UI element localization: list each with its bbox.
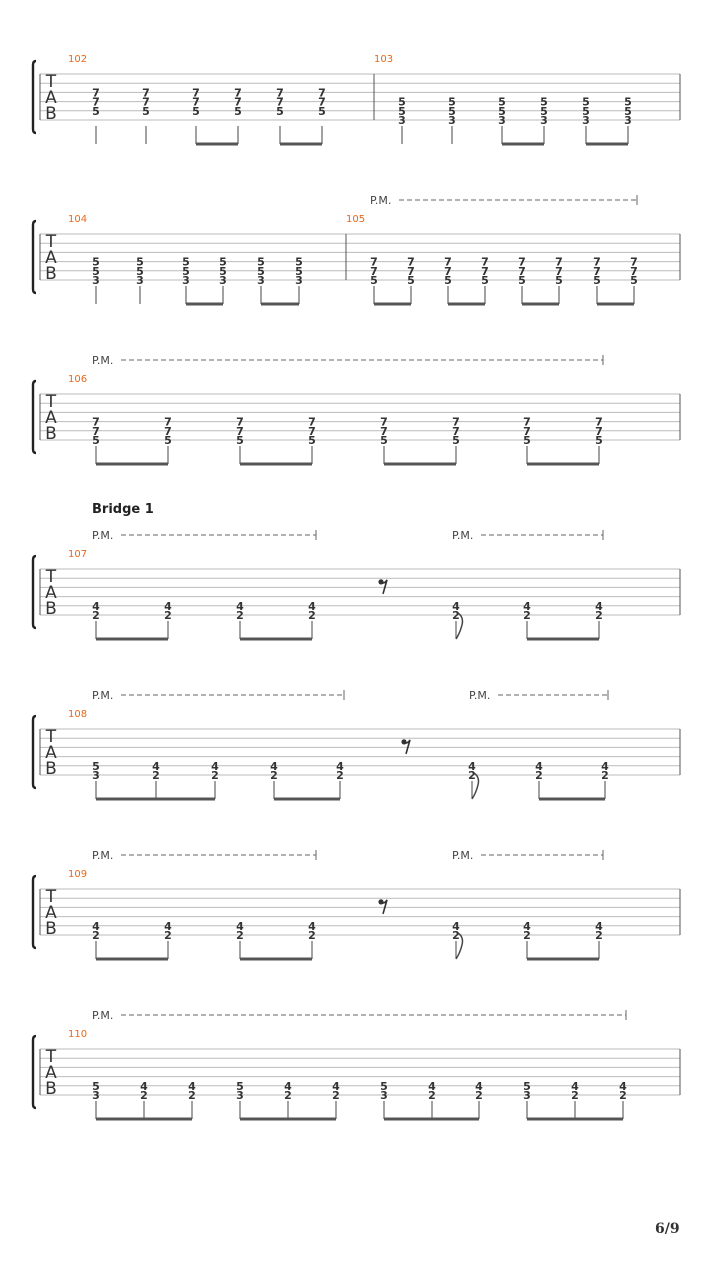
note-beam (274, 798, 340, 801)
palm-mute-label: P.M. (92, 1009, 114, 1022)
fret-number: 4 (332, 1079, 340, 1093)
palm-mute-label: P.M. (92, 689, 114, 702)
fret-number: 4 (571, 1079, 579, 1093)
note-beam (96, 638, 168, 641)
note-beam (384, 463, 456, 466)
fret-number: 5 (582, 95, 590, 109)
fret-number: 7 (142, 86, 150, 100)
fret-number: 5 (370, 274, 378, 287)
fret-number: 4 (308, 919, 316, 933)
measure-number: 105 (346, 214, 366, 225)
fret-number: 5 (481, 274, 489, 287)
fret-number: 7 (92, 86, 100, 100)
fret-number: 3 (219, 274, 227, 287)
note-beam (96, 1118, 192, 1121)
fret-number: 3 (398, 114, 406, 127)
note-beam (527, 1118, 623, 1121)
fret-number: 2 (428, 1089, 436, 1102)
fret-number: 4 (284, 1079, 292, 1093)
fret-number: 4 (595, 599, 603, 613)
fret-number: 4 (152, 759, 160, 773)
fret-number: 5 (380, 434, 388, 447)
fret-number: 5 (624, 104, 632, 118)
fret-number: 5 (498, 95, 506, 109)
fret-number: 4 (164, 919, 172, 933)
fret-number: 7 (308, 415, 316, 429)
fret-number: 5 (380, 1079, 388, 1093)
fret-number: 5 (92, 759, 100, 773)
fret-number: 2 (236, 929, 244, 942)
fret-number: 5 (164, 434, 172, 447)
fret-number: 5 (257, 264, 265, 278)
fret-number: 5 (498, 104, 506, 118)
note-beam (522, 303, 559, 306)
fret-number: 7 (92, 424, 100, 438)
fret-number: 5 (136, 264, 144, 278)
measure-number: 107 (68, 549, 88, 560)
fret-number: 5 (182, 255, 190, 269)
fret-number: 7 (276, 95, 284, 109)
fret-number: 3 (380, 1089, 388, 1102)
fret-number: 7 (407, 264, 415, 278)
measure-number: 106 (68, 374, 88, 385)
system-bracket (33, 1036, 36, 1108)
fret-number: 5 (219, 264, 227, 278)
note-beam (597, 303, 634, 306)
fret-number: 4 (601, 759, 609, 773)
note-beam (374, 303, 411, 306)
measure-number: 108 (68, 709, 88, 720)
fret-number: 2 (468, 769, 476, 782)
fret-number: 2 (92, 929, 100, 942)
note-beam (527, 463, 599, 466)
fret-number: 7 (192, 86, 200, 100)
fret-number: 5 (582, 104, 590, 118)
fret-number: 7 (452, 424, 460, 438)
note-beam (539, 798, 605, 801)
fret-number: 3 (136, 274, 144, 287)
fret-number: 7 (308, 424, 316, 438)
fret-number: 4 (270, 759, 278, 773)
fret-number: 5 (523, 434, 531, 447)
palm-mute-label: P.M. (370, 194, 392, 207)
fret-number: 5 (192, 104, 200, 118)
fret-number: 5 (236, 1079, 244, 1093)
fret-number: 4 (92, 599, 100, 613)
fret-number: 5 (219, 255, 227, 269)
fret-number: 3 (448, 114, 456, 127)
fret-number: 7 (593, 255, 601, 269)
fret-number: 3 (523, 1089, 531, 1102)
fret-number: 5 (407, 274, 415, 287)
fret-number: 2 (308, 609, 316, 622)
fret-number: 7 (595, 424, 603, 438)
fret-number: 7 (444, 264, 452, 278)
fret-number: 3 (540, 114, 548, 127)
fret-number: 5 (92, 1079, 100, 1093)
fret-number: 5 (555, 274, 563, 287)
tab-clef-letter: T (45, 1047, 57, 1067)
note-beam (240, 958, 312, 961)
fret-number: 7 (370, 264, 378, 278)
fret-number: 2 (452, 609, 460, 622)
fret-number: 3 (92, 769, 100, 782)
fret-number: 3 (257, 274, 265, 287)
measure-number: 103 (374, 54, 394, 65)
tab-clef-letter: A (45, 248, 57, 268)
tab-clef-letter: B (45, 424, 57, 444)
fret-number: 4 (188, 1079, 196, 1093)
fret-number: 5 (448, 104, 456, 118)
tab-clef-letter: A (45, 408, 57, 428)
measure-number: 110 (68, 1029, 88, 1040)
fret-number: 2 (619, 1089, 627, 1102)
fret-number: 5 (136, 255, 144, 269)
tab-clef-letter: T (45, 727, 57, 747)
fret-number: 5 (276, 104, 284, 118)
note-beam (240, 638, 312, 641)
fret-number: 3 (92, 274, 100, 287)
fret-number: 7 (380, 415, 388, 429)
fret-number: 7 (276, 86, 284, 100)
fret-number: 5 (142, 104, 150, 118)
fret-number: 4 (236, 919, 244, 933)
fret-number: 5 (540, 104, 548, 118)
note-beam (240, 463, 312, 466)
fret-number: 4 (164, 599, 172, 613)
fret-number: 5 (398, 104, 406, 118)
fret-number: 5 (92, 255, 100, 269)
note-beam (96, 958, 168, 961)
fret-number: 2 (270, 769, 278, 782)
fret-number: 4 (475, 1079, 483, 1093)
note-beam (240, 1118, 336, 1121)
fret-number: 2 (236, 609, 244, 622)
fret-number: 5 (295, 264, 303, 278)
fret-number: 3 (624, 114, 632, 127)
fret-number: 3 (92, 1089, 100, 1102)
fret-number: 7 (452, 415, 460, 429)
fret-number: 5 (308, 434, 316, 447)
fret-number: 7 (234, 95, 242, 109)
system-bracket (33, 221, 36, 293)
fret-number: 7 (518, 264, 526, 278)
fret-number: 5 (444, 274, 452, 287)
fret-number: 2 (332, 1089, 340, 1102)
fret-number: 2 (571, 1089, 579, 1102)
tab-clef-letter: B (45, 264, 57, 284)
fret-number: 5 (234, 104, 242, 118)
fret-number: 7 (523, 424, 531, 438)
note-beam (527, 958, 599, 961)
fret-number: 3 (295, 274, 303, 287)
fret-number: 4 (523, 599, 531, 613)
note-beam (586, 143, 628, 146)
fret-number: 2 (595, 609, 603, 622)
fret-number: 5 (92, 264, 100, 278)
note-beam (280, 143, 322, 146)
fret-number: 7 (593, 264, 601, 278)
fret-number: 7 (318, 95, 326, 109)
fret-number: 4 (523, 919, 531, 933)
tab-clef-letter: A (45, 903, 57, 923)
fret-number: 5 (257, 255, 265, 269)
fret-number: 5 (540, 95, 548, 109)
fret-number: 4 (452, 919, 460, 933)
fret-number: 4 (535, 759, 543, 773)
fret-number: 7 (407, 255, 415, 269)
tab-clef-letter: A (45, 583, 57, 603)
tab-clef-letter: A (45, 88, 57, 108)
fret-number: 7 (164, 415, 172, 429)
tab-clef-letter: T (45, 567, 57, 587)
fret-number: 4 (336, 759, 344, 773)
fret-number: 4 (619, 1079, 627, 1093)
fret-number: 7 (164, 424, 172, 438)
fret-number: 7 (142, 95, 150, 109)
measure-number: 104 (68, 214, 88, 225)
fret-number: 3 (182, 274, 190, 287)
fret-number: 2 (595, 929, 603, 942)
tab-clef-letter: A (45, 743, 57, 763)
tab-clef-letter: B (45, 919, 57, 939)
fret-number: 7 (192, 95, 200, 109)
tab-clef-letter: T (45, 72, 57, 92)
fret-number: 5 (452, 434, 460, 447)
tab-clef-letter: A (45, 1063, 57, 1083)
page-number: 6/9 (655, 1221, 680, 1237)
note-beam (527, 638, 599, 641)
fret-number: 2 (92, 609, 100, 622)
section-title: Bridge 1 (92, 502, 154, 517)
measure-number: 102 (68, 54, 88, 65)
fret-number: 2 (452, 929, 460, 942)
note-beam (96, 798, 215, 801)
tab-clef-letter: T (45, 232, 57, 252)
palm-mute-label: P.M. (452, 529, 474, 542)
fret-number: 2 (523, 929, 531, 942)
fret-number: 7 (481, 264, 489, 278)
note-beam (186, 303, 223, 306)
system-bracket (33, 61, 36, 133)
system-bracket (33, 876, 36, 948)
system-bracket (33, 716, 36, 788)
tab-clef-letter: B (45, 1079, 57, 1099)
palm-mute-label: P.M. (469, 689, 491, 702)
tab-clef-letter: T (45, 392, 57, 412)
note-beam (384, 1118, 479, 1121)
fret-number: 2 (475, 1089, 483, 1102)
fret-number: 7 (318, 86, 326, 100)
fret-number: 3 (236, 1089, 244, 1102)
fret-number: 2 (152, 769, 160, 782)
fret-number: 5 (630, 274, 638, 287)
fret-number: 4 (140, 1079, 148, 1093)
fret-number: 3 (498, 114, 506, 127)
fret-number: 4 (92, 919, 100, 933)
system-bracket (33, 381, 36, 453)
fret-number: 2 (284, 1089, 292, 1102)
fret-number: 3 (582, 114, 590, 127)
note-beam (261, 303, 299, 306)
note-beam (196, 143, 238, 146)
fret-number: 2 (188, 1089, 196, 1102)
fret-number: 4 (428, 1079, 436, 1093)
fret-number: 4 (452, 599, 460, 613)
tab-clef-letter: B (45, 599, 57, 619)
fret-number: 2 (164, 929, 172, 942)
fret-number: 5 (624, 95, 632, 109)
system-bracket (33, 556, 36, 628)
fret-number: 4 (468, 759, 476, 773)
fret-number: 5 (595, 434, 603, 447)
fret-number: 7 (92, 415, 100, 429)
fret-number: 5 (92, 104, 100, 118)
fret-number: 7 (630, 264, 638, 278)
tab-clef-letter: T (45, 887, 57, 907)
palm-mute-label: P.M. (92, 354, 114, 367)
fret-number: 2 (523, 609, 531, 622)
fret-number: 7 (380, 424, 388, 438)
fret-number: 7 (92, 95, 100, 109)
tab-clef-letter: B (45, 104, 57, 124)
fret-number: 7 (481, 255, 489, 269)
note-beam (96, 463, 168, 466)
fret-number: 5 (182, 264, 190, 278)
fret-number: 7 (370, 255, 378, 269)
fret-number: 7 (595, 415, 603, 429)
fret-number: 7 (630, 255, 638, 269)
fret-number: 7 (555, 255, 563, 269)
fret-number: 2 (140, 1089, 148, 1102)
fret-number: 7 (523, 415, 531, 429)
fret-number: 5 (236, 434, 244, 447)
fret-number: 2 (601, 769, 609, 782)
fret-number: 7 (236, 424, 244, 438)
fret-number: 4 (236, 599, 244, 613)
fret-number: 5 (523, 1079, 531, 1093)
fret-number: 2 (308, 929, 316, 942)
fret-number: 2 (211, 769, 219, 782)
palm-mute-label: P.M. (92, 529, 114, 542)
palm-mute-label: P.M. (92, 849, 114, 862)
fret-number: 5 (448, 95, 456, 109)
fret-number: 2 (164, 609, 172, 622)
fret-number: 5 (518, 274, 526, 287)
fret-number: 5 (318, 104, 326, 118)
fret-number: 4 (308, 599, 316, 613)
fret-number: 4 (595, 919, 603, 933)
fret-number: 7 (234, 86, 242, 100)
note-beam (502, 143, 544, 146)
palm-mute-label: P.M. (452, 849, 474, 862)
fret-number: 5 (398, 95, 406, 109)
tab-clef-letter: B (45, 759, 57, 779)
fret-number: 5 (593, 274, 601, 287)
fret-number: 5 (295, 255, 303, 269)
fret-number: 7 (236, 415, 244, 429)
fret-number: 5 (92, 434, 100, 447)
fret-number: 7 (518, 255, 526, 269)
fret-number: 2 (336, 769, 344, 782)
fret-number: 7 (555, 264, 563, 278)
measure-number: 109 (68, 869, 88, 880)
fret-number: 7 (444, 255, 452, 269)
note-beam (448, 303, 485, 306)
fret-number: 4 (211, 759, 219, 773)
fret-number: 2 (535, 769, 543, 782)
